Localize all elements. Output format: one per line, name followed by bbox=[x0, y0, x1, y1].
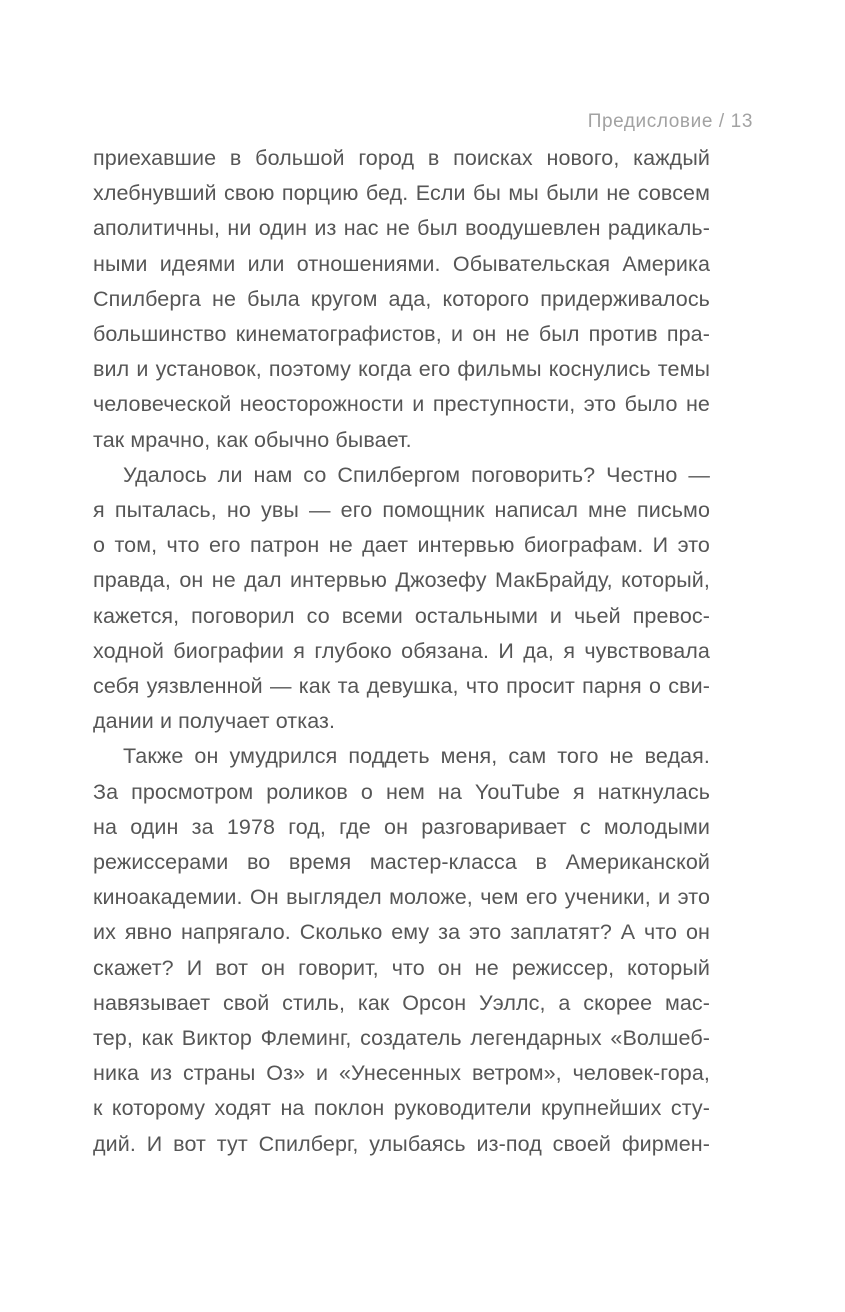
text-line: дании и получает отказ. bbox=[93, 709, 336, 734]
paragraph bbox=[93, 141, 710, 458]
text-line: ходной биографии я глубоко обязана. И да, я чувствовала bbox=[93, 638, 710, 663]
page-number: 13 bbox=[730, 111, 753, 132]
running-head-separator: / bbox=[713, 111, 731, 132]
text-line: так мрачно, как обычно бывает. bbox=[93, 427, 412, 452]
text-line: тер, как Виктор Флеминг, создатель легендарных «Волшеб- bbox=[93, 1026, 710, 1051]
text-line: к которому ходят на поклон руководители крупнейших сту- bbox=[93, 1096, 710, 1121]
text-line: вил и установок, поэтому когда его фильмы коснулись темы bbox=[93, 357, 710, 382]
text-line: киноакадемии. Он выглядел моложе, чем его ученики, и это bbox=[93, 885, 710, 910]
text-line: За просмотром роликов о нем на YouTube я наткнулась bbox=[93, 779, 710, 804]
text-line: о том, что его патрон не дает интервью биографам. И это bbox=[93, 533, 710, 558]
text-line: кажется, поговорил со всеми остальными и чьей превос- bbox=[93, 603, 710, 628]
paragraph bbox=[93, 739, 710, 1161]
text-line: себя уязвленной — как та девушка, что просит парня о сви- bbox=[93, 674, 710, 699]
chapter-title: Предисловие bbox=[587, 111, 714, 132]
text-line: на один за 1978 год, где он разговаривает с молодыми bbox=[93, 814, 710, 839]
text-block bbox=[93, 141, 710, 1162]
text-line: большинство кинематографистов, и он не был против пра- bbox=[93, 322, 710, 347]
text-line: ными идеями или отношениями. Обывательская Америка bbox=[93, 251, 710, 276]
text-line: я пыталась, но увы — его помощник написал мне письмо bbox=[93, 498, 710, 523]
text-line: их явно напрягало. Сколько ему за это заплатят? А что он bbox=[93, 920, 710, 945]
text-line: дий. И вот тут Спилберг, улыбаясь из-под своей фирмен- bbox=[93, 1131, 710, 1156]
text-line: правда, он не дал интервью Джозефу МакБрайду, который, bbox=[93, 568, 710, 593]
text-line: режиссерами во время мастер-класса в Американской bbox=[93, 850, 710, 875]
text-line: навязывает свой стиль, как Орсон Уэллс, а скорее мас- bbox=[93, 990, 710, 1015]
text-line: скажет? И вот он говорит, что он не режиссер, который bbox=[93, 955, 710, 980]
text-line: аполитичны, ни один из нас не был воодушевлен радикаль- bbox=[93, 216, 710, 241]
text-line: хлебнувший свою порцию бед. Если бы мы были не совсем bbox=[93, 181, 710, 206]
paragraph bbox=[93, 458, 710, 740]
text-line: Также он умудрился поддеть меня, сам того не ведая. bbox=[123, 744, 710, 769]
text-line: ника из страны Оз» и «Унесенных ветром», человек-гора, bbox=[93, 1061, 710, 1086]
text-line: Удалось ли нам со Спилбергом поговорить? Честно — bbox=[123, 462, 710, 487]
text-line: Спилберга не была кругом ада, которого придерживалось bbox=[93, 286, 710, 311]
text-line: человеческой неосторожности и преступности, это было не bbox=[93, 392, 710, 417]
text-line: приехавшие в большой город в поисках нового, каждый bbox=[93, 146, 710, 170]
